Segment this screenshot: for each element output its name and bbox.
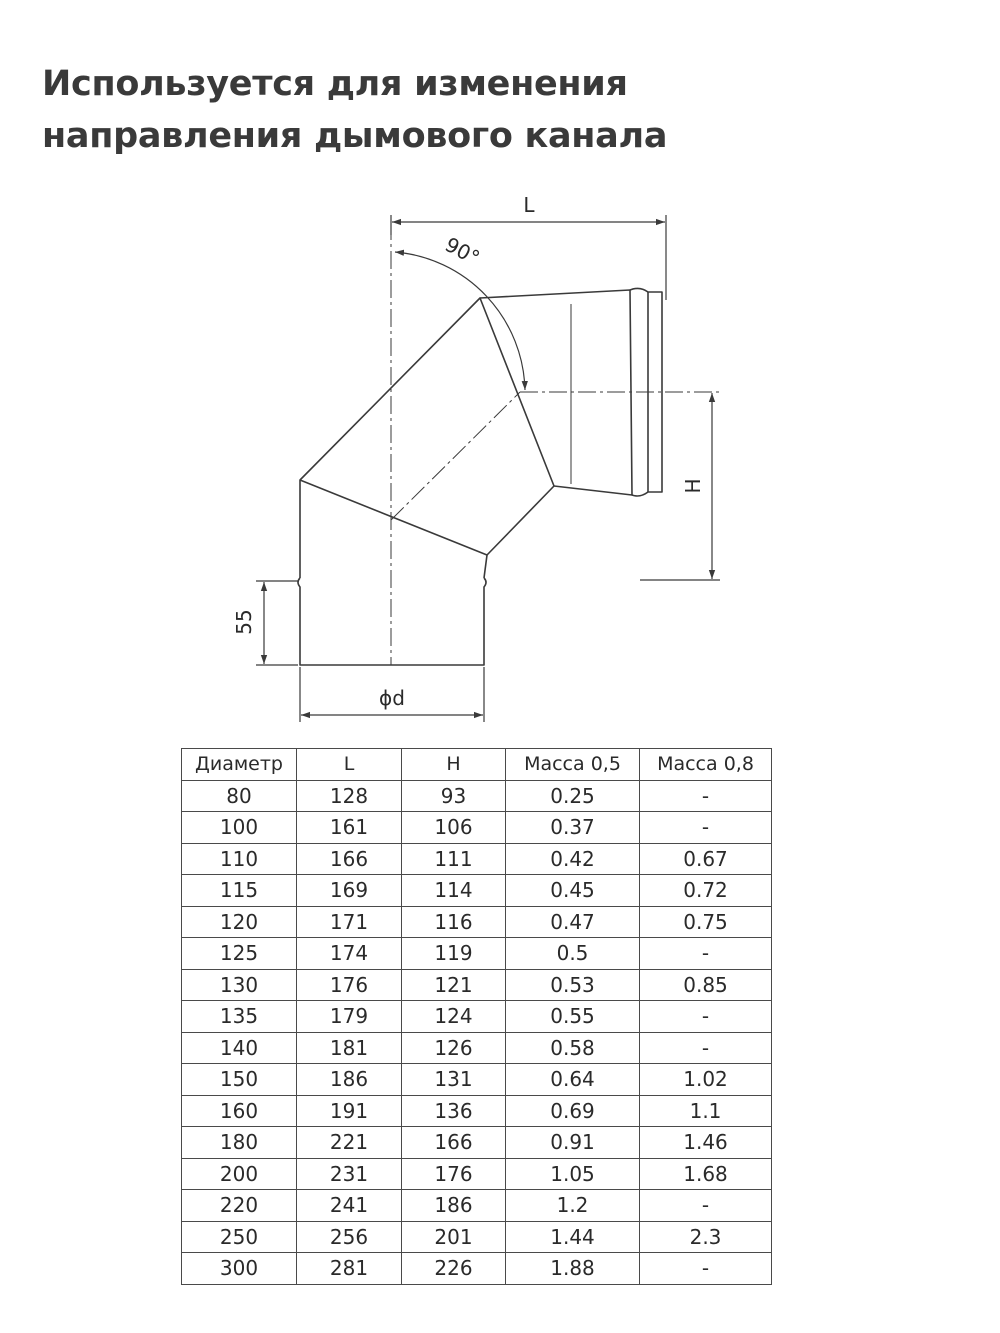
cell-mass-05: 1.44 — [506, 1221, 640, 1253]
cell-H: 176 — [402, 1158, 506, 1190]
cell-diameter: 300 — [182, 1253, 297, 1285]
cell-diameter: 150 — [182, 1064, 297, 1096]
cell-mass-05: 0.25 — [506, 780, 640, 812]
angle-arc — [395, 252, 525, 390]
cell-H: 186 — [402, 1190, 506, 1222]
cell-H: 126 — [402, 1032, 506, 1064]
cell-mass-08: - — [640, 812, 772, 844]
table-row — [182, 1158, 772, 1190]
cell-L: 161 — [297, 812, 402, 844]
table-row — [182, 1064, 772, 1096]
table-row — [182, 938, 772, 970]
cell-mass-08: - — [640, 1001, 772, 1033]
center-axis-diagonal — [391, 392, 520, 520]
table-body — [182, 780, 772, 1284]
cell-diameter: 200 — [182, 1158, 297, 1190]
cell-diameter: 80 — [182, 780, 297, 812]
cell-mass-08: 1.1 — [640, 1095, 772, 1127]
cell-mass-08: - — [640, 938, 772, 970]
cell-mass-05: 0.91 — [506, 1127, 640, 1159]
cell-mass-08: 0.67 — [640, 843, 772, 875]
cell-mass-05: 1.88 — [506, 1253, 640, 1285]
cell-L: 256 — [297, 1221, 402, 1253]
cell-L: 169 — [297, 875, 402, 907]
bottom-pipe-section — [298, 578, 486, 665]
cell-mass-05: 1.2 — [506, 1190, 640, 1222]
cell-H: 111 — [402, 843, 506, 875]
label-L: L — [523, 193, 535, 217]
cell-mass-08: 1.02 — [640, 1064, 772, 1096]
cell-diameter: 250 — [182, 1221, 297, 1253]
cell-L: 166 — [297, 843, 402, 875]
cell-L: 171 — [297, 906, 402, 938]
cell-mass-08: 1.68 — [640, 1158, 772, 1190]
header-H: H — [402, 749, 506, 781]
cell-H: 201 — [402, 1221, 506, 1253]
table-row — [182, 1190, 772, 1222]
cell-diameter: 180 — [182, 1127, 297, 1159]
cell-H: 93 — [402, 780, 506, 812]
cell-L: 128 — [297, 780, 402, 812]
cell-H: 119 — [402, 938, 506, 970]
cell-L: 176 — [297, 969, 402, 1001]
table-row — [182, 1127, 772, 1159]
cell-mass-05: 0.47 — [506, 906, 640, 938]
label-angle: 90° — [441, 232, 484, 271]
cell-H: 131 — [402, 1064, 506, 1096]
table-row — [182, 1253, 772, 1285]
cell-H: 136 — [402, 1095, 506, 1127]
table-row — [182, 906, 772, 938]
cell-L: 281 — [297, 1253, 402, 1285]
cell-L: 231 — [297, 1158, 402, 1190]
cell-mass-05: 1.05 — [506, 1158, 640, 1190]
cell-diameter: 100 — [182, 812, 297, 844]
cell-mass-05: 0.58 — [506, 1032, 640, 1064]
title-line-1: Используется для изменения — [42, 64, 628, 104]
cell-H: 116 — [402, 906, 506, 938]
cell-diameter: 115 — [182, 875, 297, 907]
cell-L: 179 — [297, 1001, 402, 1033]
label-55: 55 — [232, 609, 256, 635]
cell-mass-08: - — [640, 1190, 772, 1222]
cell-H: 114 — [402, 875, 506, 907]
cell-mass-08: 0.72 — [640, 875, 772, 907]
cell-mass-05: 0.53 — [506, 969, 640, 1001]
cell-diameter: 135 — [182, 1001, 297, 1033]
table-row — [182, 969, 772, 1001]
cell-L: 221 — [297, 1127, 402, 1159]
title-line-2: направления дымового канала — [42, 116, 668, 156]
elbow-segment-lower — [300, 480, 487, 578]
cell-L: 174 — [297, 938, 402, 970]
cell-diameter: 130 — [182, 969, 297, 1001]
cell-diameter: 220 — [182, 1190, 297, 1222]
label-diameter: ϕd — [379, 686, 405, 710]
cell-mass-05: 0.55 — [506, 1001, 640, 1033]
cell-mass-08: - — [640, 1032, 772, 1064]
cell-L: 186 — [297, 1064, 402, 1096]
cell-mass-08: 0.85 — [640, 969, 772, 1001]
cell-diameter: 120 — [182, 906, 297, 938]
cell-H: 226 — [402, 1253, 506, 1285]
header-mass-08: Масса 0,8 — [640, 749, 772, 781]
cell-H: 106 — [402, 812, 506, 844]
table-row — [182, 875, 772, 907]
table-row — [182, 1095, 772, 1127]
table-header-row — [182, 749, 772, 781]
table-row — [182, 1221, 772, 1253]
cell-mass-08: 2.3 — [640, 1221, 772, 1253]
cell-diameter: 140 — [182, 1032, 297, 1064]
cell-mass-05: 0.37 — [506, 812, 640, 844]
cell-mass-08: - — [640, 780, 772, 812]
table-row — [182, 843, 772, 875]
cell-diameter: 160 — [182, 1095, 297, 1127]
cell-mass-05: 0.5 — [506, 938, 640, 970]
cell-mass-08: 0.75 — [640, 906, 772, 938]
header-mass-05: Масса 0,5 — [506, 749, 640, 781]
table-row — [182, 1001, 772, 1033]
cell-diameter: 125 — [182, 938, 297, 970]
header-L: L — [297, 749, 402, 781]
dimensions-table — [181, 748, 772, 1285]
cell-mass-08: 1.46 — [640, 1127, 772, 1159]
cell-mass-08: - — [640, 1253, 772, 1285]
header-diameter: Диаметр — [182, 749, 297, 781]
cell-H: 124 — [402, 1001, 506, 1033]
cell-L: 241 — [297, 1190, 402, 1222]
cell-L: 181 — [297, 1032, 402, 1064]
cell-mass-05: 0.45 — [506, 875, 640, 907]
table-row — [182, 1032, 772, 1064]
cell-mass-05: 0.42 — [506, 843, 640, 875]
cell-diameter: 110 — [182, 843, 297, 875]
elbow-segment-middle — [300, 298, 554, 555]
label-H: H — [681, 478, 705, 494]
cell-mass-05: 0.69 — [506, 1095, 640, 1127]
table-row — [182, 812, 772, 844]
cell-H: 121 — [402, 969, 506, 1001]
table-row — [182, 780, 772, 812]
cell-H: 166 — [402, 1127, 506, 1159]
cell-L: 191 — [297, 1095, 402, 1127]
cell-mass-05: 0.64 — [506, 1064, 640, 1096]
